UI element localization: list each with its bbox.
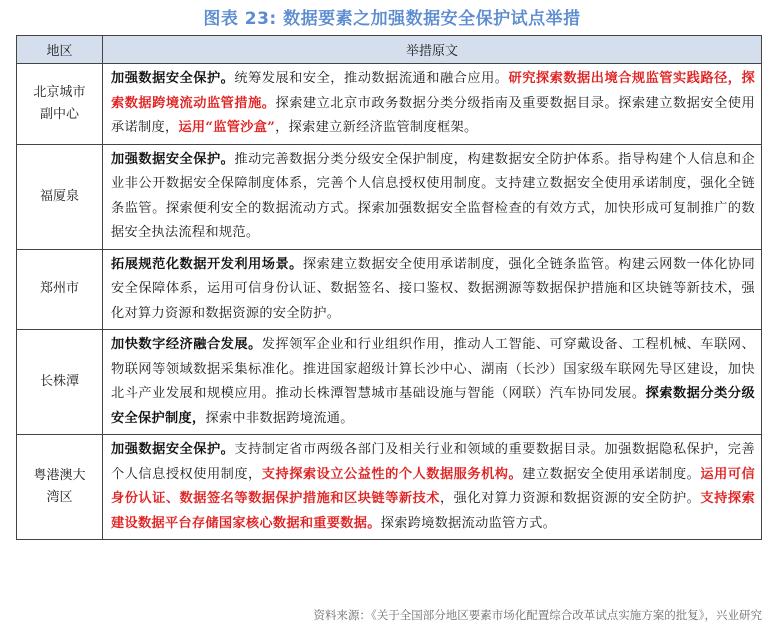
body-text: 构建云网数一体化协同安全保障体系，运用可信身份认证、数据签名、接口鉴权、数据溯源等数据保护措施和区块链等新技术，强化对算力资源和数据资源的安全防护。 bbox=[111, 256, 756, 321]
bold-heading-text: 拓展规范化数据开发利用场景。 bbox=[111, 256, 303, 272]
body-text: 支持建立数据安全使用承诺制度，强化全链条监管。探索便利安全的数据流动方式。 bbox=[111, 176, 756, 216]
page-title: 图表 23: 数据要素之加强数据安全保护试点举措 bbox=[203, 9, 581, 29]
body-text: 指导构建个人信息和企业非公开数据安全保障制度体系，完善个人信息授权使用制度。 bbox=[111, 151, 756, 191]
highlighted-text: 支持探索建设数据平台存储国家核心数据和重要数据。 bbox=[111, 491, 756, 531]
region-name-line: 粤港澳大 bbox=[33, 468, 86, 483]
region-cell bbox=[17, 144, 103, 249]
body-text: 发挥领军企业和行业组织作用，推动人工智能、可穿戴设备、工程机械、车联网、物联网等领域数据采集标准化。推进国家超级计算长沙中心、湖南（长沙）国家级车联网先导区建设，加快北斗产业发展和规模应用。推动长株潭智慧城市基础设施与智能（网联）汽车协同发展。 bbox=[111, 337, 755, 401]
region-name-line: 郑州市 bbox=[39, 281, 79, 297]
header-measures: 举措原文 bbox=[103, 36, 762, 64]
measure-text-cell bbox=[103, 330, 762, 435]
body-text: 探索中非数据跨境流通。 bbox=[205, 410, 354, 426]
table-row bbox=[17, 330, 762, 435]
region-name-line: 北京城市 bbox=[33, 84, 86, 100]
table-body bbox=[17, 64, 762, 540]
body-text: 统筹发展和安全，推动数据流通和融合应用。 bbox=[234, 71, 509, 86]
region-cell bbox=[17, 435, 103, 540]
body-text: ，强化对算力资源和数据资源的安全防护。 bbox=[439, 491, 701, 506]
bold-heading-text: 加快数字经济融合发展。 bbox=[111, 337, 262, 352]
region-name-line: 湾区 bbox=[46, 490, 73, 505]
measures-table bbox=[16, 35, 762, 540]
header-region: 地区 bbox=[17, 36, 103, 64]
bold-heading-text: 加强数据安全保护。 bbox=[111, 151, 235, 167]
measure-text-cell bbox=[103, 435, 762, 540]
body-text: 建立数据安全使用承诺制度。 bbox=[522, 466, 701, 482]
bold-heading-text: 探索数据分类分级安全保护制度， bbox=[111, 386, 755, 426]
region-cell bbox=[17, 249, 103, 330]
table-row bbox=[17, 249, 762, 330]
region-name-line: 长株潭 bbox=[39, 374, 79, 389]
body-text: 探索建立北京市政务数据分类分级指南及重要数据目录。探索建立数据安全使用承诺制度， bbox=[111, 95, 755, 135]
highlighted-text: 研究探索数据出境合规监管实践路径，探索数据跨境流动监管措施。 bbox=[111, 71, 755, 111]
table-row bbox=[17, 144, 762, 249]
region-cell bbox=[17, 64, 103, 145]
table-row bbox=[17, 435, 762, 540]
table-header-row bbox=[17, 36, 762, 64]
body-text: 探索加强数据安全监督检查的有效方式，加快形成可复制推广的数据安全执法流程和规范。 bbox=[111, 200, 755, 240]
measure-text-cell bbox=[103, 64, 762, 145]
source-note: 资料来源：《关于全国部分地区要素市场化配置综合改革试点实施方案的批复》，兴业研究 bbox=[313, 608, 762, 622]
measure-text-cell bbox=[103, 249, 762, 330]
body-text: ，探索建立新经济监管制度框架。 bbox=[275, 120, 478, 135]
region-name-line: 副中心 bbox=[39, 106, 79, 122]
region-name-line: 福厦泉 bbox=[39, 188, 79, 204]
bold-heading-text: 加强数据安全保护。 bbox=[111, 71, 235, 86]
body-text: 支持制定省市两级各部门及相关行业和领域的重要数据目录。加强数据隐私保护，完善个人信息授权使用制度， bbox=[111, 442, 755, 482]
highlighted-text: 运用“监管沙盒” bbox=[178, 120, 276, 135]
body-text: 探索跨境数据流动监管方式。 bbox=[380, 515, 557, 531]
body-text: 探索建立数据安全使用承诺制度，强化全链条监管。 bbox=[302, 256, 619, 272]
bold-heading-text: 加强数据安全保护。 bbox=[111, 442, 235, 457]
highlighted-text: 支持探索设立公益性的个人数据服务机构。 bbox=[261, 466, 523, 482]
region-cell bbox=[17, 330, 103, 435]
table-row bbox=[17, 64, 762, 145]
measure-text-cell bbox=[103, 144, 762, 249]
highlighted-text: 运用可信身份认证、数据签名等数据保护措施和区块链等新技术 bbox=[111, 466, 755, 506]
body-text: 推动完善数据分类分级安全保护制度，构建数据安全防护体系。 bbox=[234, 151, 619, 167]
